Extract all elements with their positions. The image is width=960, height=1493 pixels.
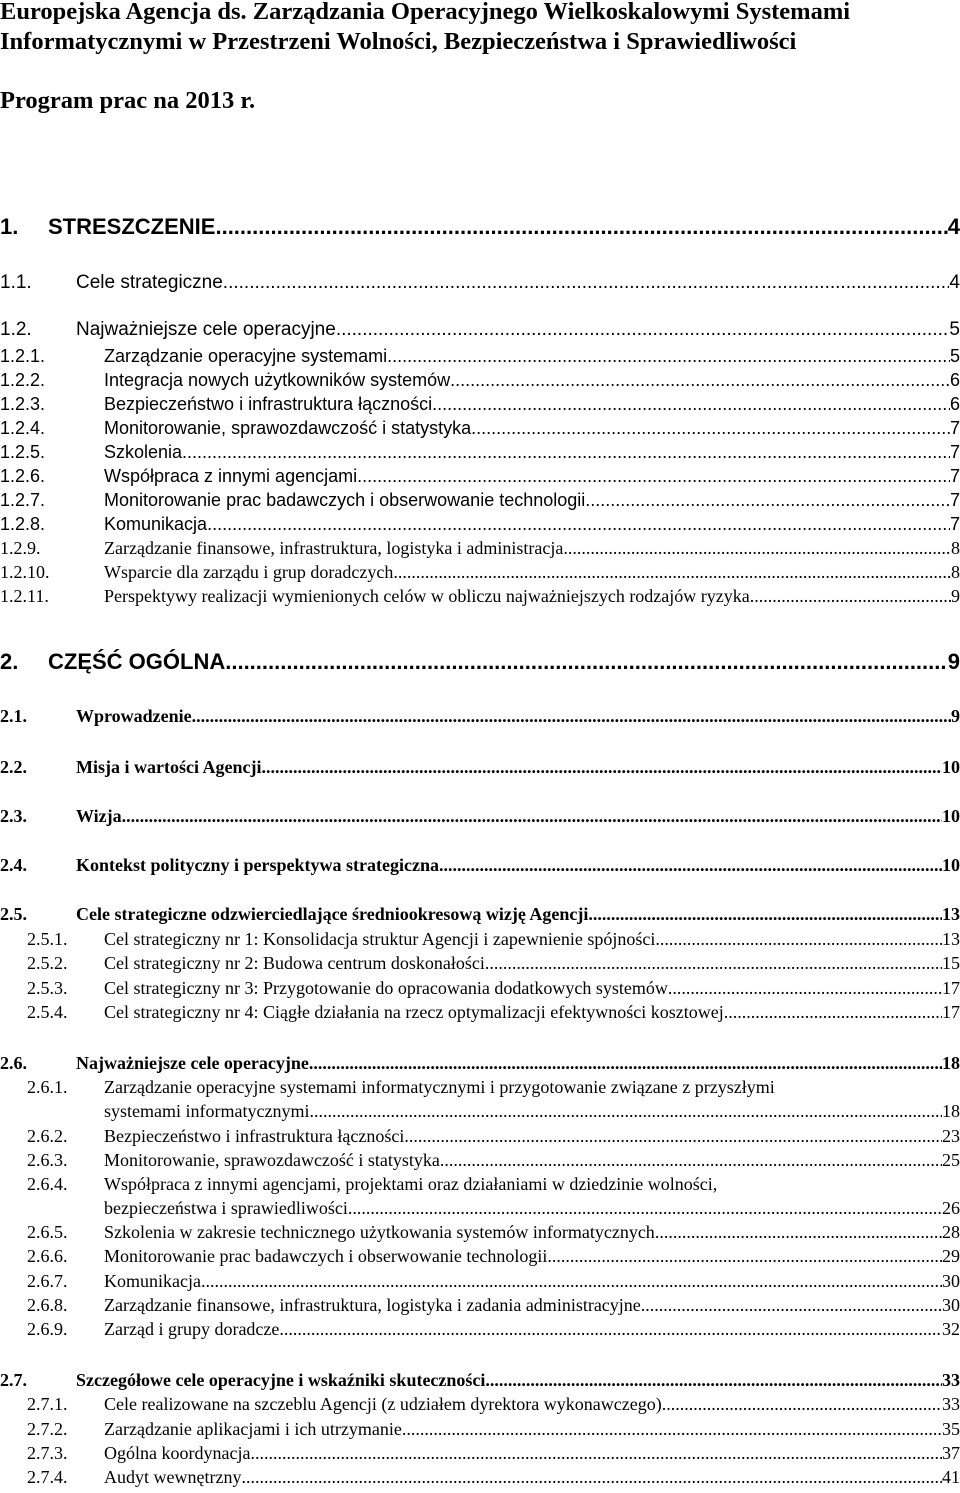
toc-number: 2.6.7. [27,1271,68,1291]
toc-title: Cel strategiczny nr 1: Konsolidacja struktur Agencji i zapewnienie spójności [104,929,656,949]
toc-entry[interactable] [0,904,960,928]
toc-title: Cel strategiczny nr 2: Budowa centrum doskonałości [104,953,485,973]
toc-leader-dots [279,1319,942,1340]
toc-title: systemami informatycznymi [104,1101,310,1121]
toc-number: 2.5.2. [27,953,68,973]
toc-page-number: 8 [951,562,960,582]
toc-entry[interactable] [27,1222,960,1246]
toc-entry[interactable] [27,1077,960,1125]
toc-entry[interactable] [27,1271,960,1295]
toc-page-number: 7 [949,466,960,486]
toc-entry[interactable] [0,806,960,830]
toc-number: 2.2. [0,757,27,777]
toc-number: 2.7. [0,1370,27,1390]
toc-page-number: 33 [942,1394,960,1414]
toc-title: Bezpieczeństwo i infrastruktura łączności [104,394,433,414]
toc-title: Monitorowanie, sprawozdawczość i statystyka [104,418,472,438]
toc-entry[interactable] [27,953,960,977]
toc-title: Cele realizowane na szczeblu Agencji (z udziałem dyrektora wykonawczego) [104,1394,662,1414]
toc-entry[interactable] [27,1319,960,1343]
toc-page-number: 7 [949,442,960,462]
toc-number: 2.7.3. [27,1443,68,1463]
toc-entry[interactable] [0,490,960,514]
toc-leader-dots [450,370,950,391]
toc-leader-dots [201,1271,942,1292]
toc-leader-dots [724,1002,942,1023]
toc-leader-dots [309,1053,942,1074]
toc-number: 1.2.7. [0,490,46,510]
toc-leader-dots [404,1126,942,1147]
toc-leader-dots [393,562,951,583]
toc-page-number: 17 [942,978,960,998]
toc-page-number: 6 [949,370,960,390]
toc-leader-dots [547,1246,942,1267]
toc-leader-dots [223,272,950,294]
program-title: Program prac na 2013 r. [0,87,256,114]
toc-title: Współpraca z innymi agencjami, projektami oraz działaniami w dziedzinie wolności, [104,1174,718,1194]
toc-page-number: 7 [949,418,960,438]
toc-leader-dots [655,1222,942,1243]
toc-number: 2.5.4. [27,1002,68,1022]
toc-number: 2.3. [0,806,27,826]
toc-number: 1. [0,214,19,239]
toc-entry[interactable] [0,214,960,246]
toc-number: 2.6.9. [27,1319,68,1339]
toc-leader-dots [641,1295,942,1316]
toc-entry[interactable] [0,1370,960,1394]
toc-number: 2.6.3. [27,1150,68,1170]
toc-page-number: 9 [951,706,960,726]
toc-title: Najważniejsze cele operacyjne [76,1053,309,1073]
toc-number: 2.7.1. [27,1394,68,1414]
toc-page-number: 29 [942,1246,960,1266]
toc-leader-dots [122,806,942,827]
toc-entry[interactable] [27,1150,960,1174]
toc-entry[interactable] [0,757,960,781]
toc-entry[interactable] [27,1295,960,1319]
toc-number: 1.2.8. [0,514,46,534]
toc-title: Ogólna koordynacja [104,1443,251,1463]
toc-title: Współpraca z innymi agencjami [104,466,358,486]
toc-title: Monitorowanie, sprawozdawczość i statystyka [104,1150,440,1170]
toc-title: Wprowadzenie [76,706,192,726]
toc-entry[interactable] [0,394,960,418]
toc-leader-dots [215,214,947,240]
toc-title: Kontekst polityczny i perspektywa strategiczna [76,855,439,875]
toc-title: Cele strategiczne [76,272,223,293]
toc-page-number: 7 [949,514,960,534]
toc-entry-continuation [104,1101,960,1125]
toc-leader-dots [241,1467,942,1488]
toc-title: Zarządzanie finansowe, infrastruktura, logistyka i zadania administracyjne [104,1295,641,1315]
toc-entry[interactable] [0,346,960,370]
toc-number: 2.6.8. [27,1295,68,1315]
toc-page-number: 9 [947,649,960,674]
toc-leader-dots [225,649,948,675]
toc-leader-dots [402,1419,942,1440]
toc-number: 1.2.4. [0,418,46,438]
toc-number: 2.7.2. [27,1419,68,1439]
toc-page-number: 8 [951,538,960,558]
toc-title: Monitorowanie prac badawczych i obserwowanie technologii [104,1246,548,1266]
toc-page-number: 7 [949,490,960,510]
toc-entry[interactable] [27,1002,960,1026]
toc-page-number: 5 [949,346,960,366]
toc-entry[interactable] [27,1174,960,1222]
toc-leader-dots [485,953,942,974]
toc-title: Komunikacja [104,514,208,534]
toc-leader-dots [563,538,951,559]
toc-page-number: 10 [942,757,960,777]
toc-page-number: 17 [942,1002,960,1022]
toc-title: Szkolenia w zakresie technicznego użytkowania systemów informatycznych [104,1222,655,1242]
toc-leader-dots [485,1370,942,1391]
toc-title: Najważniejsze cele operacyjne [76,319,336,340]
toc-page-number: 4 [947,214,960,239]
toc-leader-dots [750,586,951,607]
toc-entry[interactable] [0,706,960,730]
toc-leader-dots [250,1443,942,1464]
toc-title: Zarządzanie operacyjne systemami informatycznymi i przygotowanie związane z przyszłymi [104,1077,775,1097]
toc-title: Perspektywy realizacji wymienionych celów w obliczu najważniejszych rodzajów ryzyka [104,586,750,606]
toc-number: 2.6. [0,1053,27,1073]
toc-leader-dots [655,929,942,950]
toc-number: 1.2.5. [0,442,46,462]
toc-number: 1.2.6. [0,466,46,486]
toc-number: 2. [0,649,19,674]
toc-leader-dots [192,706,951,727]
toc-title: Wizja [76,806,122,826]
toc-page-number: 15 [942,953,960,973]
toc-number: 2.6.4. [27,1174,68,1194]
toc-page-number: 41 [942,1467,960,1487]
toc-title: Wsparcie dla zarządu i grup doradczych [104,562,394,582]
toc-leader-dots [432,394,950,415]
toc-title: STRESZCZENIE [48,214,216,239]
toc-number: 1.2.3. [0,394,46,414]
toc-page-number: 13 [942,929,960,949]
toc-page-number: 6 [949,394,960,414]
toc-title: Zarząd i grupy doradcze [104,1319,280,1339]
toc-page-number: 33 [942,1370,960,1390]
toc-leader-dots [588,904,942,925]
toc-entry[interactable] [27,1443,960,1467]
toc-entry[interactable] [0,538,960,562]
toc-number: 2.5.1. [27,929,68,949]
toc-page-number: 25 [942,1150,960,1170]
toc-entry[interactable] [27,1126,960,1150]
toc-number: 2.6.5. [27,1222,68,1242]
toc-leader-dots [440,1150,942,1171]
toc-leader-dots [439,855,942,876]
toc-leader-dots [668,978,942,999]
toc-page-number: 4 [949,272,960,293]
toc-number: 2.5. [0,904,27,924]
toc-title: Zarządzanie operacyjne systemami [104,346,388,366]
toc-number: 1.2.1. [0,346,46,366]
toc-title: Cel strategiczny nr 4: Ciągłe działania na rzecz optymalizacji efektywności kosztowej [104,1002,724,1022]
toc-entry[interactable] [0,562,960,586]
agency-name-line-2: Informatycznymi w Przestrzeni Wolności, Bezpieczeństwa i Sprawiedliwości [0,28,797,55]
toc-entry[interactable] [0,442,960,466]
toc-page-number: 10 [942,806,960,826]
toc-leader-dots [357,466,950,487]
toc-title: Audyt wewnętrzny [104,1467,242,1487]
toc-page-number: 18 [942,1053,960,1073]
toc-entry[interactable] [0,855,960,879]
toc-title: Komunikacja [104,1271,201,1291]
toc-leader-dots [207,514,950,535]
toc-page-number: 26 [942,1198,960,1218]
toc-number: 1.2.2. [0,370,46,390]
toc-entry[interactable] [0,649,960,681]
toc-title: Cele strategiczne odzwierciedlające średniookresową wizję Agencji [76,904,589,924]
toc-number: 2.1. [0,706,27,726]
toc-number: 2.7.4. [27,1467,68,1487]
toc-page-number: 37 [942,1443,960,1463]
toc-title: Integracja nowych użytkowników systemów [104,370,451,390]
toc-title: Zarządzanie aplikacjami i ich utrzymanie [104,1419,402,1439]
toc-title: Cel strategiczny nr 3: Przygotowanie do opracowania dodatkowych systemów [104,978,668,998]
toc-number: 2.6.1. [27,1077,68,1097]
toc-leader-dots [471,418,950,439]
toc-page-number: 23 [942,1126,960,1146]
toc-title: CZĘŚĆ OGÓLNA [48,649,226,674]
toc-leader-dots [309,1101,942,1122]
toc-number: 1.2. [0,319,32,340]
toc-entry[interactable] [0,319,960,345]
toc-leader-dots [182,442,950,463]
toc-entry[interactable] [0,586,960,610]
toc-entry[interactable] [0,466,960,490]
toc-title: bezpieczeństwa i sprawiedliwości [104,1198,348,1218]
toc-leader-dots [387,346,950,367]
toc-page-number: 18 [942,1101,960,1121]
toc-entry[interactable] [27,1394,960,1418]
toc-entry[interactable] [27,1419,960,1443]
toc-number: 1.2.10. [0,562,50,582]
toc-number: 1.2.9. [0,538,41,558]
toc-leader-dots [585,490,950,511]
toc-entry[interactable] [27,1467,960,1491]
toc-leader-dots [662,1394,942,1415]
toc-entry[interactable] [0,514,960,538]
toc-number: 2.6.6. [27,1246,68,1266]
toc-page-number: 13 [942,904,960,924]
toc-page-number: 10 [942,855,960,875]
toc-entry[interactable] [27,929,960,953]
toc-title: Bezpieczeństwo i infrastruktura łączności [104,1126,405,1146]
toc-leader-dots [336,319,950,341]
toc-entry[interactable] [27,978,960,1002]
toc-page-number: 5 [949,319,960,340]
toc-number: 1.1. [0,272,32,293]
toc-entry[interactable] [0,1053,960,1077]
toc-entry[interactable] [27,1246,960,1270]
toc-number: 2.5.3. [27,978,68,998]
toc-title: Szkolenia [104,442,183,462]
toc-number: 2.6.2. [27,1126,68,1146]
toc-number: 1.2.11. [0,586,49,606]
agency-name-line-1: Europejska Agencja ds. Zarządzania Operacyjnego Wielkoskalowymi Systemami [0,0,851,25]
toc-leader-dots [348,1198,942,1219]
toc-entry[interactable] [0,418,960,442]
toc-page-number: 9 [951,586,960,606]
toc-entry-continuation [104,1198,960,1222]
toc-page-number: 28 [942,1222,960,1242]
toc-page-number: 30 [942,1271,960,1291]
toc-page-number: 30 [942,1295,960,1315]
toc-title: Monitorowanie prac badawczych i obserwowanie technologii [104,490,586,510]
toc-title: Misja i wartości Agencji [76,757,262,777]
toc-title: Zarządzanie finansowe, infrastruktura, logistyka i administracja [104,538,564,558]
toc-entry[interactable] [0,370,960,394]
toc-leader-dots [261,757,942,778]
toc-entry[interactable] [0,272,960,298]
toc-title: Szczegółowe cele operacyjne i wskaźniki skuteczności [76,1370,486,1390]
toc-number: 2.4. [0,855,27,875]
toc-page-number: 35 [942,1419,960,1439]
toc-page-number: 32 [942,1319,960,1339]
